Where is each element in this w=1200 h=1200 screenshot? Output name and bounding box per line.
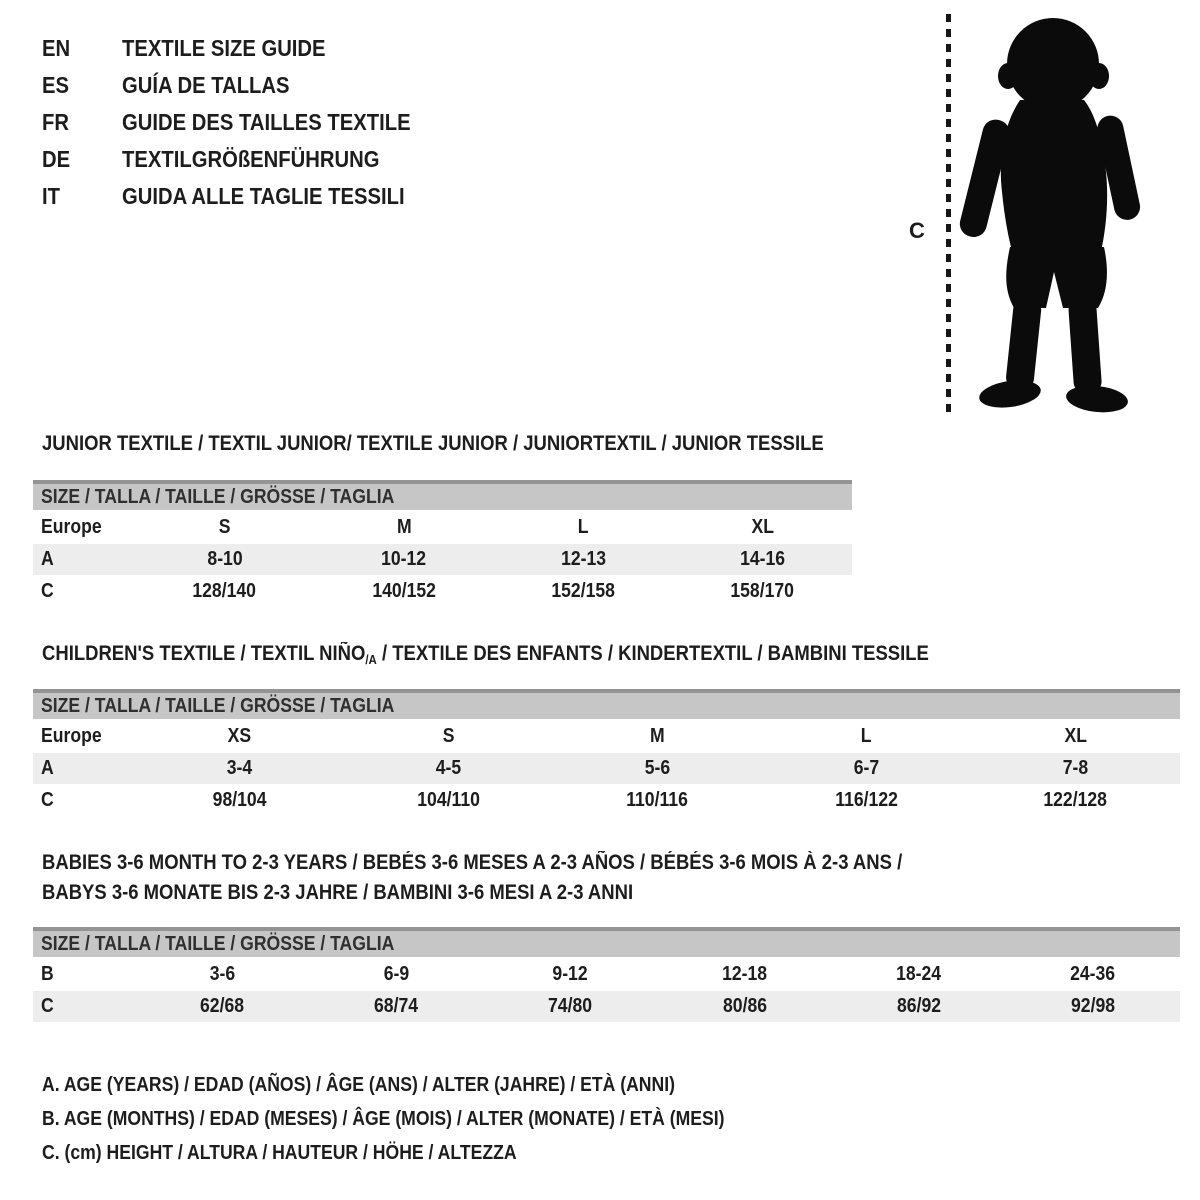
size-header-bar (33, 927, 1180, 957)
children-section-title: CHILDREN'S TEXTILE / TEXTIL $NIÑO_{/A}$ / TEXTILE DES ENFANTS / KINDERTEXTIL / BAMBINI TESSILE (42, 642, 929, 667)
value-cell: 9-12 (552, 962, 589, 985)
value-cell: 158/170 (730, 580, 795, 602)
junior-age-row (33, 544, 852, 575)
height-measure-label: C (909, 218, 925, 243)
value-cell: 6-9 (383, 962, 409, 985)
region-cell: Europe (41, 724, 102, 747)
language-code: IT (42, 183, 60, 209)
value-cell: 74/80 (548, 995, 593, 1017)
row-label-cell: C (41, 789, 54, 811)
value-cell: 98/104 (212, 789, 267, 811)
value-cell: 24-36 (1070, 962, 1116, 985)
height-measure-dashed-line (946, 14, 951, 414)
language-code: ES (42, 72, 70, 98)
row-label-cell: A (41, 548, 54, 570)
legend-line-c: C. (cm) HEIGHT / ALTURA / HAUTEUR / HÖHE / ALTEZZA (42, 1141, 517, 1164)
value-cell: 80/86 (722, 995, 767, 1017)
value-cell: 140/152 (372, 580, 436, 602)
value-cell: 128/140 (192, 580, 257, 602)
language-title: GUÍA DE TALLAS (122, 72, 290, 98)
value-cell: 5-6 (644, 757, 671, 779)
value-cell: 14-16 (739, 548, 785, 570)
babies-months-row (33, 957, 1180, 991)
size-cell: XL (1064, 724, 1087, 747)
size-cell: S (218, 515, 231, 538)
language-title: TEXTILGRÖßENFÜHRUNG (122, 146, 380, 172)
size-header-label: SIZE / TALLA / TAILLE / GRÖSSE / TAGLIA (41, 694, 395, 717)
legend (42, 1068, 818, 1170)
junior-size-table (33, 480, 852, 608)
value-cell: 92/98 (1070, 995, 1115, 1017)
value-cell: 86/92 (896, 995, 941, 1017)
language-row-de (42, 141, 450, 178)
size-cell: L (577, 515, 589, 538)
row-label-cell: C (41, 995, 54, 1017)
value-cell: 110/116 (626, 789, 689, 811)
value-cell: 8-10 (207, 548, 243, 570)
value-cell: 68/74 (374, 995, 419, 1017)
legend-line-b: B. AGE (MONTHS) / EDAD (MESES) / ÂGE (MOIS) / ALTER (MONATE) / ETÀ (MESI) (42, 1107, 725, 1130)
nino-a-subscript: /A (365, 652, 377, 667)
language-title: TEXTILE SIZE GUIDE (122, 35, 326, 61)
value-cell: 12-13 (560, 548, 606, 570)
value-cell: 122/128 (1043, 789, 1108, 811)
row-label-cell: C (41, 580, 54, 602)
value-cell: 6-7 (853, 757, 880, 779)
value-cell: 4-5 (435, 757, 462, 779)
children-size-table (33, 689, 1180, 817)
language-list (42, 30, 450, 215)
size-cell: XL (751, 515, 774, 538)
children-columns-row (33, 719, 1180, 753)
size-header-bar (33, 480, 852, 510)
value-cell: 104/110 (417, 789, 480, 811)
toddler-silhouette-icon (958, 12, 1143, 420)
legend-line-a: A. AGE (YEARS) / EDAD (AÑOS) / ÂGE (ANS) / ALTER (JAHRE) / ETÀ (ANNI) (42, 1073, 675, 1096)
size-cell: S (442, 724, 455, 747)
value-cell: 116/122 (835, 789, 898, 811)
language-code: DE (42, 146, 71, 172)
value-cell: 3-6 (209, 962, 235, 985)
language-title: GUIDA ALLE TAGLIE TESSILI (122, 183, 405, 209)
babies-section-title: BABIES 3-6 MONTH TO 2-3 YEARS / BEBÉS 3-6 MESES A 2-3 AÑOS / BÉBÉS 3-6 MOIS À 2-3 ANS / BABYS 3-6 MONATE BIS 2-3 JAHRE / BAMBINI 3-6 MESI A 2-3 ANNI (42, 851, 903, 904)
row-label-cell: B (41, 962, 54, 985)
value-cell: 3-4 (226, 757, 253, 779)
size-cell: L (861, 724, 872, 747)
language-code: EN (42, 35, 71, 61)
size-cell: XS (227, 724, 252, 747)
size-cell: M (650, 724, 665, 747)
value-cell: 12-18 (722, 962, 768, 985)
babies-height-row (33, 991, 1180, 1022)
language-row-es (42, 67, 450, 104)
babies-size-table (33, 927, 1180, 1022)
size-cell: M (396, 515, 412, 538)
size-header-label: SIZE / TALLA / TAILLE / GRÖSSE / TAGLIA (41, 485, 395, 508)
junior-columns-row (33, 510, 852, 544)
language-row-it (42, 178, 450, 215)
junior-section-title: JUNIOR TEXTILE / TEXTIL JUNIOR/ TEXTILE JUNIOR / JUNIORTEXTIL / JUNIOR TESSILE (42, 432, 824, 455)
value-cell: 10-12 (381, 548, 427, 570)
language-row-en (42, 30, 450, 67)
language-title: GUIDE DES TAILLES TEXTILE (122, 109, 411, 135)
region-cell: Europe (41, 515, 102, 538)
value-cell: 152/158 (551, 580, 615, 602)
language-row-fr (42, 104, 450, 141)
size-header-label: SIZE / TALLA / TAILLE / GRÖSSE / TAGLIA (41, 932, 395, 955)
children-height-row (33, 784, 1180, 817)
junior-height-row (33, 575, 852, 608)
value-cell: 18-24 (896, 962, 942, 985)
value-cell: 62/68 (200, 995, 245, 1017)
children-age-row (33, 753, 1180, 784)
value-cell: 7-8 (1062, 757, 1089, 779)
size-header-bar (33, 689, 1180, 719)
row-label-cell: A (41, 757, 54, 779)
language-code: FR (42, 109, 69, 135)
